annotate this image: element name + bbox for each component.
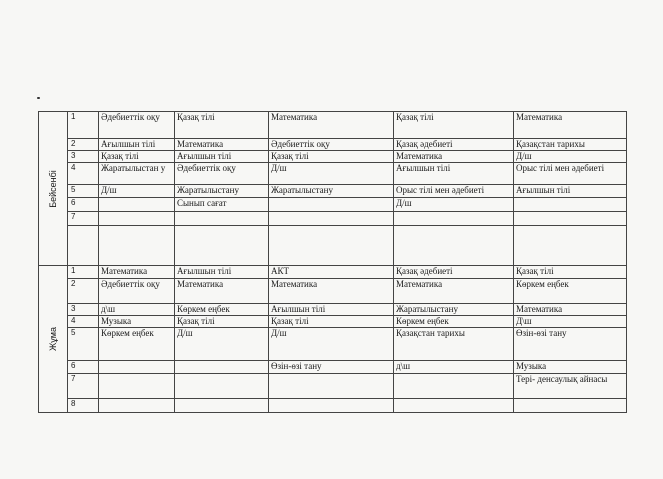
table-row bbox=[39, 226, 627, 266]
lesson-cell bbox=[514, 226, 627, 266]
lesson-number: 4 bbox=[68, 316, 99, 328]
lesson-cell: Жаратылыстану bbox=[394, 304, 514, 316]
scan-speck bbox=[37, 97, 40, 99]
lesson-cell: Музыка bbox=[99, 316, 175, 328]
lesson-cell: Орыс тілі мен әдебиеті bbox=[514, 163, 627, 185]
lesson-cell: Ағылшын тілі bbox=[175, 266, 269, 279]
lesson-number: 2 bbox=[68, 139, 99, 151]
lesson-cell: Д/ш bbox=[269, 163, 394, 185]
lesson-cell: Ағылшын тілі bbox=[394, 163, 514, 185]
lesson-cell bbox=[514, 212, 627, 226]
lesson-cell: Қазақ тілі bbox=[514, 266, 627, 279]
day-label: Бейсенбі bbox=[48, 169, 58, 208]
lesson-cell: Математика bbox=[269, 112, 394, 139]
lesson-cell: Қазақ тілі bbox=[175, 316, 269, 328]
day-label-cell bbox=[39, 112, 68, 266]
lesson-cell bbox=[175, 212, 269, 226]
lesson-cell: Қазақстан тарихы bbox=[394, 328, 514, 361]
lesson-cell: Көркем еңбек bbox=[99, 328, 175, 361]
lesson-cell: Математика bbox=[269, 279, 394, 304]
lesson-number: 6 bbox=[68, 198, 99, 212]
lesson-cell: Жаратылыстан у bbox=[99, 163, 175, 185]
lesson-cell: АКТ bbox=[269, 266, 394, 279]
table-row bbox=[39, 374, 627, 399]
lesson-cell bbox=[269, 198, 394, 212]
lesson-cell bbox=[394, 399, 514, 413]
lesson-cell: Қазақстан тарихы bbox=[514, 139, 627, 151]
day-label: Жұма bbox=[48, 326, 58, 352]
lesson-cell: Әдебиеттік оқу bbox=[269, 139, 394, 151]
lesson-cell: Математика bbox=[514, 304, 627, 316]
lesson-cell bbox=[175, 226, 269, 266]
table-row bbox=[39, 328, 627, 361]
lesson-cell: Көркем еңбек bbox=[175, 304, 269, 316]
lesson-cell: Д\ш bbox=[514, 316, 627, 328]
lesson-number: 1 bbox=[68, 266, 99, 279]
table-row bbox=[39, 316, 627, 328]
lesson-cell bbox=[269, 226, 394, 266]
table-row bbox=[39, 198, 627, 212]
table-row bbox=[39, 112, 627, 139]
lesson-cell bbox=[394, 226, 514, 266]
lesson-cell bbox=[514, 198, 627, 212]
lesson-cell: Әдебиеттік оқу bbox=[99, 112, 175, 139]
day-label-cell bbox=[39, 266, 68, 413]
lesson-cell: Ағылшын тілі bbox=[514, 185, 627, 198]
lesson-number: 7 bbox=[68, 374, 99, 399]
lesson-cell: Д/ш bbox=[394, 198, 514, 212]
lesson-cell bbox=[394, 374, 514, 399]
lesson-number: 7 bbox=[68, 212, 99, 226]
table-row bbox=[39, 139, 627, 151]
timetable bbox=[38, 111, 627, 413]
lesson-cell bbox=[99, 374, 175, 399]
table-row bbox=[39, 163, 627, 185]
lesson-cell: Ағылшын тілі bbox=[99, 139, 175, 151]
lesson-cell: Тері- денсаулық айнасы bbox=[514, 374, 627, 399]
lesson-cell: Ағылшын тілі bbox=[175, 151, 269, 163]
lesson-cell: Қазақ тілі bbox=[175, 112, 269, 139]
lesson-cell: Математика bbox=[99, 266, 175, 279]
lesson-number: 5 bbox=[68, 185, 99, 198]
lesson-cell: Қазақ тілі bbox=[394, 112, 514, 139]
lesson-cell: Математика bbox=[175, 279, 269, 304]
table-row bbox=[39, 185, 627, 198]
lesson-cell: Қазақ тілі bbox=[99, 151, 175, 163]
lesson-cell: Математика bbox=[394, 151, 514, 163]
lesson-cell bbox=[514, 399, 627, 413]
lesson-cell: Қазақ әдебиеті bbox=[394, 139, 514, 151]
lesson-cell: Әдебиеттік оқу bbox=[175, 163, 269, 185]
lesson-cell: Қазақ тілі bbox=[269, 151, 394, 163]
lesson-cell bbox=[175, 374, 269, 399]
table-row bbox=[39, 212, 627, 226]
lesson-cell bbox=[269, 374, 394, 399]
lesson-cell: Ағылшын тілі bbox=[269, 304, 394, 316]
lesson-number: 8 bbox=[68, 399, 99, 413]
lesson-cell: д\ш bbox=[99, 304, 175, 316]
lesson-cell bbox=[99, 198, 175, 212]
table-row bbox=[39, 399, 627, 413]
lesson-cell: Әдебиеттік оқу bbox=[99, 279, 175, 304]
lesson-cell: Орыс тілі мен әдебиеті bbox=[394, 185, 514, 198]
lesson-number: 1 bbox=[68, 112, 99, 139]
lesson-cell: Музыка bbox=[514, 361, 627, 374]
table-row bbox=[39, 361, 627, 374]
lesson-number: 3 bbox=[68, 151, 99, 163]
lesson-cell: д\ш bbox=[394, 361, 514, 374]
lesson-cell: Математика bbox=[514, 112, 627, 139]
lesson-cell: Өзін-өзі тану bbox=[514, 328, 627, 361]
lesson-number: 6 bbox=[68, 361, 99, 374]
lesson-cell bbox=[99, 399, 175, 413]
lesson-cell bbox=[175, 399, 269, 413]
lesson-number: 3 bbox=[68, 304, 99, 316]
lesson-cell bbox=[394, 212, 514, 226]
lesson-cell: Д/ш bbox=[175, 328, 269, 361]
lesson-number bbox=[68, 226, 99, 266]
lesson-cell bbox=[99, 226, 175, 266]
table-row bbox=[39, 151, 627, 163]
lesson-cell bbox=[99, 361, 175, 374]
lesson-cell: Сынып сағат bbox=[175, 198, 269, 212]
table-row bbox=[39, 279, 627, 304]
lesson-number: 4 bbox=[68, 163, 99, 185]
lesson-cell bbox=[99, 212, 175, 226]
lesson-number: 2 bbox=[68, 279, 99, 304]
lesson-cell bbox=[175, 361, 269, 374]
lesson-cell: Көркем еңбек bbox=[514, 279, 627, 304]
lesson-cell: Д/ш bbox=[99, 185, 175, 198]
lesson-cell: Д/ш bbox=[514, 151, 627, 163]
lesson-cell: Жаратылыстану bbox=[269, 185, 394, 198]
lesson-cell: Математика bbox=[175, 139, 269, 151]
lesson-number: 5 bbox=[68, 328, 99, 361]
lesson-cell: Қазақ тілі bbox=[269, 316, 394, 328]
lesson-cell: Өзін-өзі тану bbox=[269, 361, 394, 374]
table-row bbox=[39, 304, 627, 316]
lesson-cell bbox=[269, 399, 394, 413]
lesson-cell: Қазақ әдебиеті bbox=[394, 266, 514, 279]
lesson-cell: Математика bbox=[394, 279, 514, 304]
table-row bbox=[39, 266, 627, 279]
lesson-cell bbox=[269, 212, 394, 226]
lesson-cell: Жаратылыстану bbox=[175, 185, 269, 198]
lesson-cell: Д/ш bbox=[269, 328, 394, 361]
lesson-cell: Көркем еңбек bbox=[394, 316, 514, 328]
